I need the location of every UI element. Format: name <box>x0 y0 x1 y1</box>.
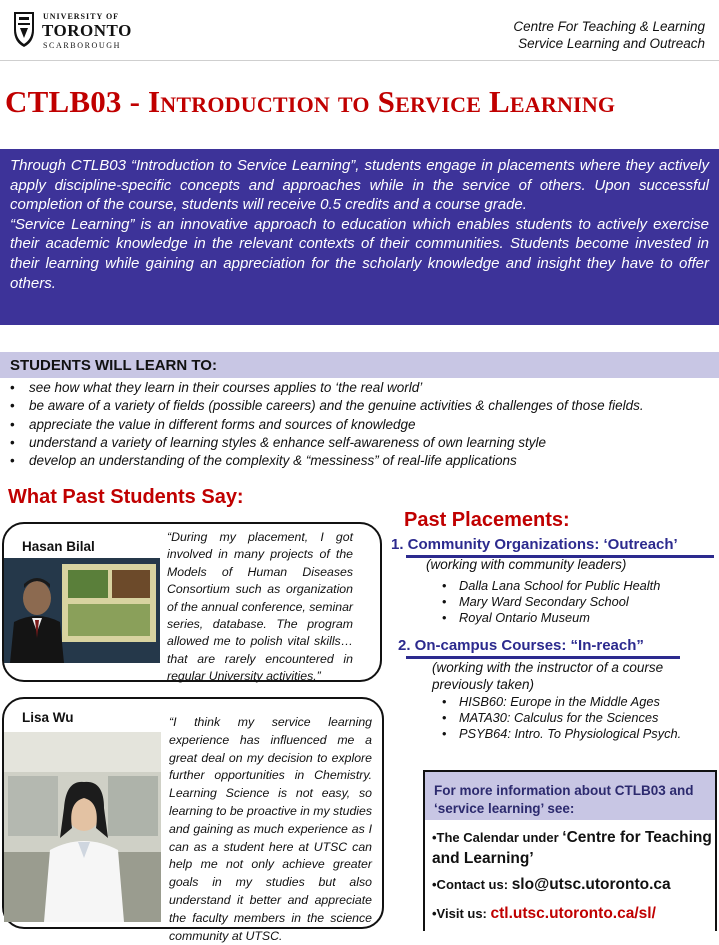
bullet-icon: • <box>442 726 447 742</box>
student-name: Hasan Bilal <box>22 539 95 554</box>
contact-label: •Contact us: <box>432 877 509 892</box>
bullet-icon: • <box>10 453 15 469</box>
centre-line-2: Service Learning and Outreach <box>518 36 705 51</box>
list-item: • HISB60: Europe in the Middle Ages <box>442 694 660 709</box>
testimonial-card-lisa <box>2 697 384 943</box>
student-quote: “During my placement, I got involved in many projects of the Models of Human Diseases Consortium such as organization of the annual conference, seminar series, database. The program allowed me to polish vital skills… that are rarely encountered in regular University activities.” <box>167 530 353 684</box>
bullet-icon: • <box>442 610 447 626</box>
info-box <box>423 770 717 931</box>
testimonial-card-hasan <box>2 522 382 682</box>
list-item: • Dalla Lana School for Public Health <box>442 578 661 593</box>
student-photo <box>4 732 161 922</box>
info-heading: For more information about CTLB03 and ‘service learning’ see: <box>425 772 715 820</box>
student-photo-image <box>4 558 160 663</box>
bullet-icon: • <box>10 398 15 414</box>
intro-panel <box>0 149 719 325</box>
header-divider <box>0 60 719 61</box>
bullet-icon: • <box>10 380 15 395</box>
placement-group-subtitle: (working with the instructor of a course previously taken) <box>432 660 664 693</box>
placements-heading: Past Placements: <box>404 509 570 531</box>
testimonials-heading: What Past Students Say: <box>8 486 244 508</box>
visit-row <box>432 905 656 923</box>
list-item: • be aware of a variety of fields (possible careers) and the genuine activities & challenges of those fields. <box>10 397 710 415</box>
placement-list-outreach <box>442 578 660 627</box>
list-item: • see how what they learn in their courses applies to ‘the real world’ <box>10 379 710 397</box>
placement-list-inreach <box>442 694 681 743</box>
calendar-row <box>432 827 712 869</box>
contact-row <box>432 876 671 894</box>
list-item: • appreciate the value in different forms and sources of knowledge <box>10 416 710 434</box>
website-link[interactable]: ctl.utsc.utoronto.ca/sl/ <box>490 905 656 922</box>
list-item: • MATA30: Calculus for the Sciences <box>442 710 659 726</box>
contact-email-link[interactable]: slo@utsc.utoronto.ca <box>511 876 671 893</box>
logo-toronto: TORONTO <box>42 21 132 40</box>
intro-paragraph-2: “Service Learning” is an innovative approach to education which enables students to actively exercise their academic knowledge in the relevant contexts of their communities. Students become invested in their learning while gaining an appreciation for the scholarly knowledge and insight they have to offer others. <box>10 215 709 292</box>
bullet-icon: • <box>442 694 447 709</box>
bullet-icon: • <box>442 594 447 610</box>
student-photo <box>4 558 160 663</box>
placement-group-title-inreach: 2. On-campus Courses: “In-reach” <box>398 637 644 654</box>
placement-group-title-outreach: 1. Community Organizations: ‘Outreach’ <box>391 536 678 553</box>
bullet-icon: • <box>10 434 15 450</box>
calendar-label: •The Calendar under <box>432 830 559 845</box>
learn-list <box>10 379 710 470</box>
bullet-icon: • <box>442 710 447 726</box>
placement-group-subtitle: (working with community leaders) <box>426 557 627 572</box>
intro-paragraph-1: Through CTLB03 “Introduction to Service Learning”, students engage in placements where they actively apply discipline-specific concepts and approaches while in the service of others. Upon successful completion of the course, students will receive 0.5 credits and a course grade. <box>10 157 709 214</box>
student-quote: “I think my service learning experience has influenced me a great deal on my decision to explore further opportunities in Chemistry. Learning Science is not easy, so learning to be proactive in my studies and gaining as much experience as I can as a student here at UTSC can help me not only achieve greater goals in my studies but also understand it better and appreciate the faculty members in the science community at UTSC. <box>169 715 373 943</box>
list-item: • Mary Ward Secondary School <box>442 594 629 610</box>
list-item: • Royal Ontario Museum <box>442 610 590 626</box>
logo-scarborough: SCARBOROUGH <box>43 41 122 50</box>
bullet-icon: • <box>442 578 447 593</box>
bullet-icon: • <box>10 416 15 432</box>
university-logo <box>12 8 132 56</box>
learn-heading: STUDENTS WILL LEARN TO: <box>0 352 719 378</box>
list-item: • PSYB64: Intro. To Physiological Psych. <box>442 726 682 742</box>
crest-icon <box>12 10 36 48</box>
list-item: • understand a variety of learning styles & enhance self-awareness of own learning style <box>10 434 710 452</box>
page-title: CTLB03 - Introduction to Service Learning <box>5 84 616 119</box>
visit-label: •Visit us: <box>432 906 487 921</box>
centre-name <box>513 18 705 52</box>
logo-university-of: UNIVERSITY OF <box>43 12 120 21</box>
centre-line-1: Centre For Teaching & Learning <box>513 19 705 34</box>
list-item: • develop an understanding of the complexity & “messiness” of real-life applications <box>10 452 710 470</box>
student-photo-image <box>4 732 161 922</box>
calendar-value: ‘Centre for Teaching and Learning’ <box>432 829 712 867</box>
student-name: Lisa Wu <box>22 710 74 725</box>
